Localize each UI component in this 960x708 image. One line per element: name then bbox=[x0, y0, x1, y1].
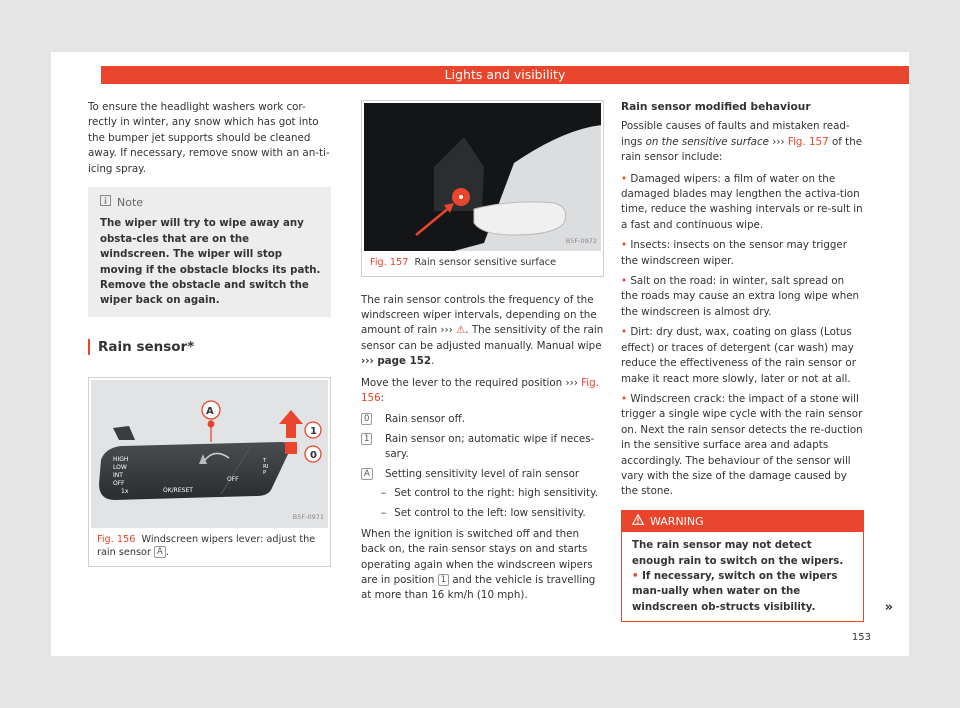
modified-behaviour-title: Rain sensor modified behaviour bbox=[621, 101, 811, 113]
note-box bbox=[88, 187, 331, 317]
label-1x: 1x bbox=[121, 487, 129, 495]
warning-box bbox=[621, 510, 893, 622]
dash-item: – Set control to the right: high sensitivity. bbox=[381, 486, 598, 499]
warning-bullet: • If necessary, switch on the wipers man-ually when water on the windscreen ob-structs visibility. bbox=[632, 570, 838, 613]
figure-156 bbox=[88, 377, 331, 567]
warning-triangle-icon: ⚠ bbox=[456, 324, 466, 337]
info-icon bbox=[100, 195, 111, 210]
figure-157-caption: Fig. 157 Rain sensor sensitive surface bbox=[370, 257, 557, 268]
note-title: Note bbox=[117, 196, 144, 210]
wiper-lever-illustration bbox=[91, 380, 328, 528]
figure-156-caption: Fig. 156 Windscreen wipers lever: adjust the rain sensor A . bbox=[97, 533, 316, 559]
warning-icon bbox=[632, 514, 644, 529]
bullet-item: • Salt on the road: in winter, salt spread on the roads may cause an extra long wipe when the windscreen is almost dry. bbox=[621, 275, 860, 318]
note-text: The wiper will try to wipe away any obsta-cles that are on the windscreen. The wiper will stop moving if the obstacle blocks its path. Remove the obstacle and switch the wiper back on again. bbox=[100, 218, 321, 307]
rain-sensor-paragraph: The rain sensor controls the frequency of the windscreen wiper intervals, depending on the amount of rain ››› ⚠. The sensitivity of the rain sensor can be adjusted manually. Manual wipe ››› page 152. bbox=[361, 293, 604, 368]
bullet-item: • Insects: insects on the sensor may trigger the windscreen wiper. bbox=[621, 239, 847, 267]
callout-a: A bbox=[206, 405, 214, 417]
move-lever-paragraph: Move the lever to the required position ››› Fig. 156: bbox=[361, 376, 599, 404]
section-title-rain-sensor: Rain sensor* bbox=[88, 339, 331, 355]
label-ok-reset: OK/RESET bbox=[163, 486, 193, 494]
column-3 bbox=[621, 100, 893, 622]
manual-page bbox=[51, 52, 909, 656]
column-2 bbox=[361, 100, 604, 610]
label-trip: TRIP bbox=[263, 457, 269, 476]
figure-code: B5F-0972 bbox=[565, 236, 597, 245]
page-number: 153 bbox=[851, 632, 871, 643]
warning-title: WARNING bbox=[650, 514, 704, 528]
figure-code: B5F-0971 bbox=[292, 513, 324, 522]
continued-marker: » bbox=[884, 599, 893, 615]
dash-item: – Set control to the left: low sensitivity. bbox=[381, 507, 586, 520]
column-1 bbox=[88, 100, 331, 567]
label-off-sensor: OFF bbox=[227, 475, 239, 483]
bullet-item: • Windscreen crack: the impact of a stone will trigger a single wipe cycle with the rain sensor on. Next the rain sensor detects the re-duction in the sensitive surface area and adapts accordingly. The behaviour of the sensor will vary with the size of the damage caused by the stone. bbox=[621, 392, 863, 498]
ignition-paragraph: When the ignition is switched off and then back on, the rain sensor stays on and starts operating again when the windscreen wipers are in position 1 and the vehicle is travelling at more than 16 km/h (10 mph). bbox=[361, 527, 596, 602]
list-item: 0 Rain sensor off. bbox=[361, 412, 604, 427]
figure-link[interactable]: Fig. 157 bbox=[787, 135, 829, 148]
page-link[interactable]: ››› page 152 bbox=[361, 355, 432, 368]
callout-0: 0 bbox=[310, 449, 317, 461]
headlight-washer-paragraph: To ensure the headlight washers work cor-rectly in winter, any snow which has got into the bumper jet supports should be cleaned away. If necessary, remove snow with an an-ti-icing spray. bbox=[88, 101, 330, 175]
label-int: INT bbox=[113, 471, 123, 479]
bullet-item: • Dirt: dry dust, wax, coating on glass (Lotus effect) or traces of detergent (car wash) may reduce the effectiveness of the rain sensor or make it react more slowly, later or not at all. bbox=[621, 326, 856, 385]
page-header: Lights and visibility bbox=[101, 66, 909, 84]
figure-157 bbox=[361, 100, 604, 277]
bullet-item: • Damaged wipers: a film of water on the damaged blades may lengthen the activa-tion time, reduce the washing intervals or re-sult in a fast and continuous wipe. bbox=[621, 172, 863, 231]
label-off: OFF bbox=[113, 479, 125, 487]
warning-text: The rain sensor may not detect enough rain to switch on the wipers. bbox=[632, 540, 844, 567]
figure-link[interactable]: Fig. 156 bbox=[361, 376, 599, 404]
list-item: 1 Rain sensor on; automatic wipe if neces-sary. bbox=[361, 432, 604, 463]
list-item: A Setting sensitivity level of rain sensor bbox=[361, 467, 604, 482]
label-high: HIGH bbox=[113, 455, 129, 463]
rain-sensor-illustration bbox=[364, 103, 601, 251]
label-low: LOW bbox=[113, 463, 127, 471]
caption-label-a: A bbox=[154, 546, 166, 558]
callout-1: 1 bbox=[310, 425, 317, 437]
causes-paragraph: Possible causes of faults and mistaken read-ings on the sensitive surface ››› Fig. 157 of the rain sensor include: bbox=[621, 120, 863, 164]
